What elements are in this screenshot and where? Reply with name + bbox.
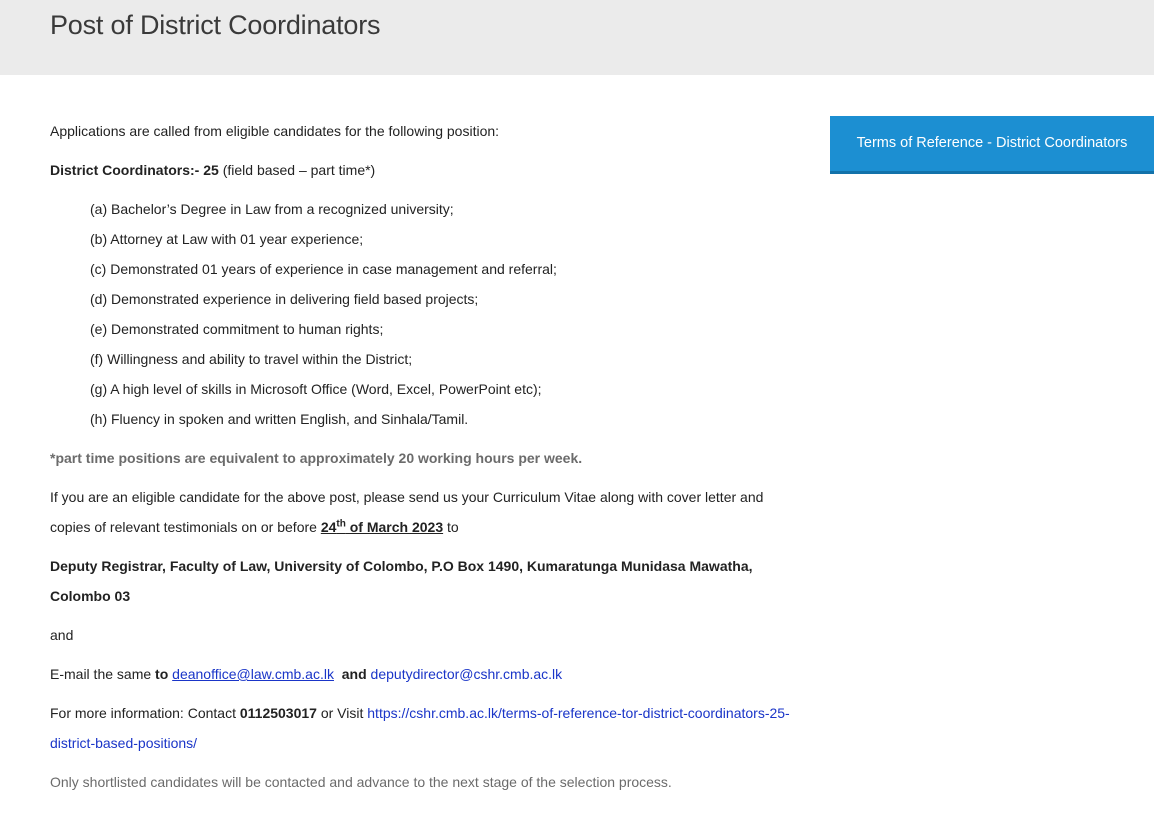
email-prefix: E-mail the same	[50, 666, 156, 682]
list-item: (e) Demonstrated commitment to human rights;	[90, 321, 384, 337]
email-and: and	[333, 666, 371, 682]
email-instructions	[50, 659, 795, 689]
info-prefix: For more information: Contact	[50, 705, 240, 721]
list-item: (b) Attorney at Law with 01 year experience;	[90, 231, 364, 247]
dean-office-email-link[interactable]: deanoffice@law.cmb.ac.lk	[172, 666, 334, 682]
list-item: (f) Willingness and ability to travel within the District;	[90, 351, 413, 367]
list-item: (g) A high level of skills in Microsoft Office (Word, Excel, PowerPoint etc);	[90, 381, 542, 397]
email-to: to	[155, 666, 173, 682]
more-information	[50, 698, 795, 758]
position-detail: (field based – part time*)	[222, 162, 376, 178]
list-item: (d) Demonstrated experience in delivering field based projects;	[90, 291, 479, 307]
position-title	[50, 155, 795, 185]
postal-address: Deputy Registrar, Faculty of Law, University of Colombo, P.O Box 1490, Kumaratunga Munidasa Mawatha, Colombo 03	[50, 558, 753, 604]
page-title: Post of District Coordinators	[50, 10, 381, 40]
terms-of-reference-button[interactable]: Terms of Reference - District Coordinators	[830, 116, 1154, 174]
shortlist-notice: Only shortlisted candidates will be contacted and advance to the next stage of the selection process.	[50, 774, 672, 790]
list-item: (a) Bachelor’s Degree in Law from a recognized university;	[90, 201, 454, 217]
position-label: District Coordinators:- 25	[50, 162, 223, 178]
list-item: (h) Fluency in spoken and written English, and Sinhala/Tamil.	[90, 411, 469, 427]
and-text: and	[50, 627, 74, 643]
requirements-list	[50, 194, 795, 434]
deputy-director-email-link[interactable]: deputydirector@cshr.cmb.ac.lk	[370, 666, 563, 682]
deadline-day: 24	[320, 519, 337, 535]
intro-text: Applications are called from eligible candidates for the following position:	[50, 123, 500, 139]
part-time-note: *part time positions are equivalent to approximately 20 working hours per week.	[50, 450, 583, 466]
page-header	[0, 0, 1154, 75]
apply-text: If you are an eligible candidate for the above post, please send us your Curriculum Vitae along with cover letter and copies of relevant testimonials on or before	[50, 489, 764, 535]
tor-url-link[interactable]: https://cshr.cmb.ac.lk/terms-of-reference-tor-district-coordinators-25-district-based-positions/	[50, 705, 790, 751]
job-description	[50, 116, 795, 797]
list-item: (c) Demonstrated 01 years of experience in case management and referral;	[90, 261, 557, 277]
info-or: or Visit	[316, 705, 368, 721]
apply-to: to	[443, 519, 459, 535]
deadline-date	[321, 519, 443, 535]
deadline-suffix: th	[336, 518, 346, 530]
deadline-rest: of March 2023	[345, 519, 444, 535]
contact-phone: 0112503017	[239, 705, 317, 721]
apply-instructions	[50, 482, 795, 542]
